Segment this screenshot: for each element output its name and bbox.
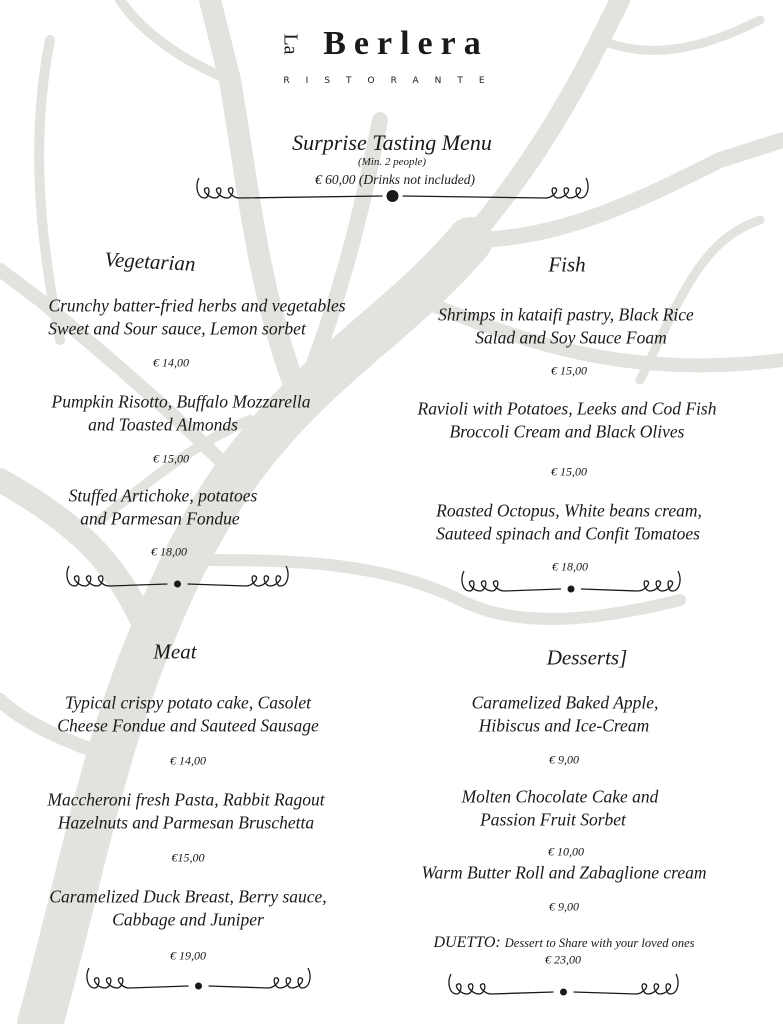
dish-price: € 18,00 [552, 559, 588, 574]
divider-svg [447, 968, 680, 1000]
dish-line: Caramelized Baked Apple, [471, 692, 659, 713]
dish-price: € 9,00 [549, 899, 579, 914]
dish-price: € 18,00 [151, 544, 187, 559]
divider-ornament [195, 172, 590, 204]
dish-line: Crunchy batter-fried herbs and vegetables [48, 295, 346, 316]
dish-line: Hibiscus and Ice-Cream [478, 715, 650, 736]
tasting-note: (Min. 2 people) [357, 156, 427, 168]
section-title-fish: Fish [548, 252, 586, 277]
brand-name: Berlera [323, 25, 489, 62]
dish-price: € 14,00 [153, 355, 189, 370]
dish-line: and Parmesan Fondue [80, 508, 240, 529]
dish-line: Warm Butter Roll and Zabaglione cream [421, 862, 707, 883]
dish-line: Maccheroni fresh Pasta, Rabbit Ragout [47, 789, 325, 810]
tasting-title: Surprise Tasting Menu [292, 130, 492, 155]
dish-line: Caramelized Duck Breast, Berry sauce, [49, 886, 327, 907]
dish-line: Sweet and Sour sauce, Lemon sorbet [48, 318, 306, 339]
dish-price: € 10,00 [548, 844, 584, 859]
dish-line: Cabbage and Juniper [112, 909, 264, 930]
dish-line: Roasted Octopus, White beans cream, [436, 500, 702, 521]
dish-line: Sauteed spinach and Confit Tomatoes [436, 523, 700, 544]
dish-price: € 15,00 [153, 451, 189, 466]
brand-subtitle: RISTORANTE [283, 76, 501, 86]
dish-line: Pumpkin Risotto, Buffalo Mozzarella [51, 391, 311, 412]
dish-price: €15,00 [171, 850, 205, 865]
section-title-vegetarian: Vegetarian [103, 247, 197, 276]
divider-ornament [460, 565, 682, 597]
tasting-price: € 60,00 (Drinks not included) [314, 172, 476, 187]
dish-price: € 9,00 [549, 752, 579, 767]
duetto-text: Dessert to Share with your loved ones [504, 936, 695, 950]
dish-line: Shrimps in kataifi pastry, Black Rice [438, 304, 694, 325]
dish-price: € 15,00 [551, 464, 587, 479]
dish-price: € 19,00 [170, 948, 206, 963]
duetto-line [433, 934, 694, 952]
divider-svg [195, 172, 590, 204]
dish-price: € 23,00 [545, 952, 581, 967]
dish-line: Cheese Fondue and Sauteed Sausage [57, 715, 319, 736]
dish-line: Ravioli with Potatoes, Leeks and Cod Fish [417, 398, 717, 419]
section-title-desserts: Desserts] [546, 645, 628, 670]
dish-line: Molten Chocolate Cake and [461, 786, 659, 807]
dish-line: Hazelnuts and Parmesan Bruschetta [57, 812, 315, 833]
dish-price: € 14,00 [170, 753, 206, 768]
dish-line: Stuffed Artichoke, potatoes [68, 485, 258, 506]
dish-line: and Toasted Almonds [88, 414, 238, 435]
dish-line: Passion Fruit Sorbet [480, 809, 626, 830]
divider-svg [65, 560, 290, 592]
divider-ornament [447, 968, 680, 1000]
duetto-label: DUETTO: [433, 934, 501, 951]
dish-line: Salad and Soy Sauce Foam [475, 327, 667, 348]
divider-svg [85, 962, 312, 994]
brand-prefix: La [279, 33, 302, 55]
divider-ornament [65, 560, 290, 592]
divider-ornament [85, 962, 312, 994]
dish-line: Typical crispy potato cake, Casolet [64, 692, 312, 713]
section-title-meat: Meat [153, 639, 197, 664]
divider-svg [460, 565, 682, 597]
dish-price: € 15,00 [551, 363, 587, 378]
dish-line: Broccoli Cream and Black Olives [449, 421, 685, 442]
